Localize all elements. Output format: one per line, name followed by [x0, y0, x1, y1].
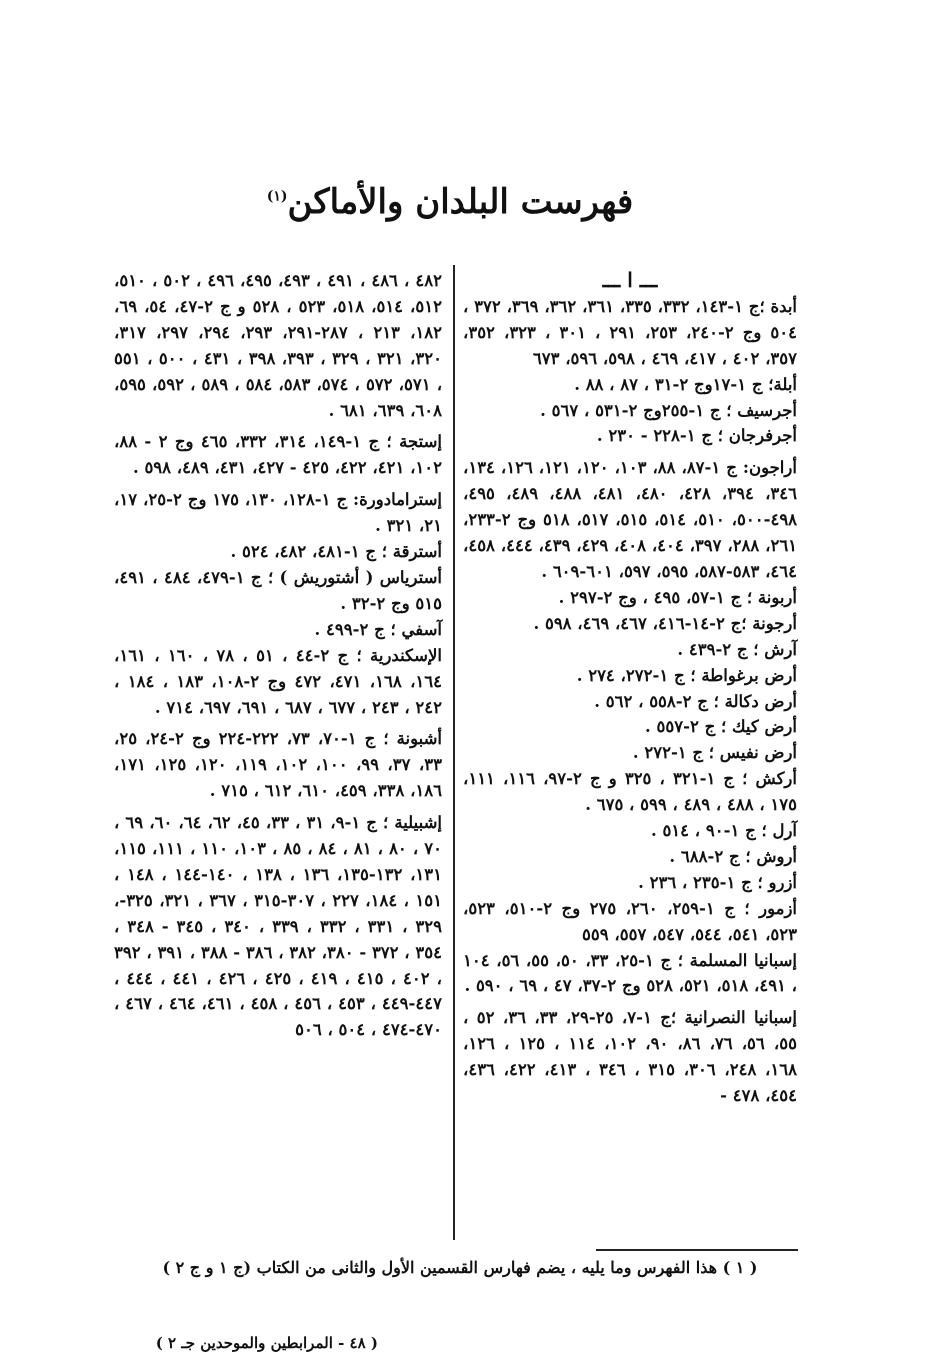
index-entry: إشبيلية ؛ ج ١-٩، ٣١ ، ٣٣، ٤٥، ٦٢، ٦٤، ٦٠، ٦٩ ، ٧٠ ، ٨٠ ، ٨١ ، ٨٤ ، ٨٥ ، ١٠٣، ١١٠ ، ١١١، ١١٥، ١٣١، ١٣٢-١٣٥، ١٣٦ ، ١٣٨ ، ١٤٠-١٤٤ ، ١٤٨ ، ١٥١ ، ١٨٤، ٢٢٧ ، ٣٠٧-٣١٥ ، ٣٦٧ ، ٣٢١، ٣٢٥-، ٣٢٩ ، ٣٣١ ، ٣٣٢ ، ٣٣٩ ، ٣٤٠ ، ٣٤٥ - ٣٤٨ ، ٣٥٤ ، ٣٧٢ - ٣٨٠، ٣٨٢ ، ٣٨٦ - ٣٨٨ ، ٣٩١ ، ٣٩٢ ، ٤٠٢ ، ٤١٥ ، ٤١٩ ، ٤٢٥ ، ٤٢٦ ، ٤٤١ ، ٤٤٤ ، ٤٤٧-٤٤٩ ، ٤٥٣ ، ٤٥٦ ، ٤٥٨ ، ٤٦١، ٤٦٤ ، ٤٦٧ ، ٤٧٠-٤٧٤ ، ٥٠٤ ، ٥٠٦ — [114, 813, 443, 1040]
index-entry: أرض كيك ؛ ج ٢-٥٥٧ . — [645, 717, 797, 737]
index-entry: أزرو ؛ ج ١-٢٣٥ ، ٢٣٦ . — [638, 872, 797, 892]
index-entry: أرض نفيس ؛ ج ١-٢٧٢ . — [632, 743, 797, 763]
index-column-right — [463, 268, 797, 1109]
index-entry: إسبانيا المسلمة ؛ ج ١-٢٥، ٣٣، ٥٠، ٥٥، ٥٦، ١٠٤ ، ٤٩١، ٥١٨، ٥٢١، ٥٢٨ وج ٢-٣٧، ٤٧ ، ٦٩ ، ٥٩٠ . — [463, 950, 798, 996]
index-entry: أرجونة ؛ج ٢-١٤-٤١٦، ٤٦٧، ٤٦٩، ٥٩٨ . — [533, 613, 797, 633]
page-title — [240, 182, 660, 222]
index-entry: إستجة ؛ ج ١-١٤٩، ٣١٤، ٣٣٢، ٤٦٥ وج ٢ - ٨٨، ١٠٢، ٤٢١، ٤٢٢، ٤٢٥ - ٤٢٧، ٤٣١، ٤٨٩، ٥٩٨ . — [114, 432, 442, 478]
title-note-mark: (١) — [266, 188, 288, 205]
index-entry: أرض دكالة ؛ ج ٢-٥٥٨ ، ٥٦٢ . — [594, 691, 797, 711]
index-entry: آسفي ؛ ج ٢-٤٩٩ . — [314, 619, 442, 639]
index-entry: أشبونة ؛ ج ١-٧٠، ٧٣، ٢٢٢-٢٢٤ وج ٢-٢٤، ٢٥، ٣٣، ٣٧، ٩٩، ١٠٠، ١٠٢، ١١٩، ١٢٠، ١٢٥، ١٧١، ١٨٦، ٣٣٨، ٤٥٩، ٦١٠، ٦١٢ ، ٧١٥ . — [114, 729, 443, 801]
index-entry: الإسكندرية ؛ ج ٢-٤٤ ، ٥١ ، ٧٨ ، ١٦٠ ، ١٦١، ١٦٤، ١٦٨، ٤٧١، ٤٧٢ وج ٢-١٠٨، ١٨٣ ، ١٨٤ ، ٢٤٢ ، ٢٤٣ ، ٦٧٧ ، ٦٨٧ ، ٦٩١، ٦٩٧، ٧١٤ . — [114, 645, 442, 717]
index-entry: إسبانيا النصرانية ؛ج ١-٧، ٢٥-٢٩، ٣٣، ٣٦، ٥٢ ، ٥٥، ٥٦، ٧٦، ٨٦، ٩٠، ١٠٢، ١١٤ ، ١٢٥ ، ١٢٦، ١٦٨، ٢٤٨، ٣٠٦، ٣١٥ ، ٣٤٦ ، ٤١٣، ٤٢٢، ٤٣٦، ٤٥٤، ٤٧٨ - — [463, 1008, 797, 1106]
index-entry: ٤٨٢ ، ٤٨٦ ، ٤٩١ ، ٤٩٣، ٤٩٥، ٤٩٦ ، ٥٠٢ ، ٥١٠، ٥١٢، ٥١٤، ٥١٨، ٥٢٣ ، ٥٢٨ و ج ٢-٤٧، ٥٤، ٦٩، ١٨٢، ٢١٣ ، ٢٨٧-٢٩١، ٢٩٣، ٢٩٤، ٢٩٧، ٣١٧، ٣٢٠، ٣٢١ ، ٣٢٩ ، ٣٩٣، ٣٩٨ ، ٤٣١ ، ٥٠٠ ، ٥٥١ ، ٥٧١، ٥٧٢ ، ٥٧٤، ٥٨٣، ٥٨٤ ، ٥٨٩ ، ٥٩٢، ٥٩٥، ٦٠٨، ٦٣٩، ٦٨١ . — [114, 271, 443, 420]
footnote-rule — [596, 1249, 798, 1251]
index-entry: أروش ؛ ج ٢-٦٨٨ . — [669, 846, 797, 866]
index-entry: أركش ؛ ج ١-٣٢١ ، ٣٢٥ و ج ٢-٩٧، ١١٦، ١١١، ١٧٥ ، ٤٨٨ ، ٤٨٩ ، ٥٩٩ ، ٦٧٥ . — [463, 769, 797, 815]
index-entry: أربونة ؛ ج ١-٥٧، ٤٩٥ ، وج ٢-٢٩٧ . — [558, 587, 797, 607]
index-entry: إسترامادورة: ج ١-١٢٨، ١٣٠، ١٧٥ وج ٢-٢٥، ١٧، ٢١، ٣٢١ . — [114, 490, 443, 536]
letter-heading: ـــ ا ـــ — [602, 268, 658, 292]
page-title-text: فهرست البلدان والأماكن — [287, 182, 634, 222]
page-footer: ( ٤٨ - المرابطين والموحدين جـ ٢ ) — [155, 1334, 378, 1352]
index-column-left — [114, 268, 442, 1043]
index-entry: أبلة؛ ج ١-١٧وج ٢-٣١ ، ٨٧ ، ٨٨ . — [574, 374, 797, 394]
index-entry: أجرفرجان ؛ ج ١-٢٢٨ - ٢٣٠ . — [596, 426, 797, 446]
index-entry: أرض برغواطة ؛ ج ١-٢٧٢، ٢٧٤ . — [576, 665, 797, 685]
index-entry: أراجون: ج ١-٨٧، ٨٨، ١٠٣، ١٢٠، ١٢١، ١٢٦، ١٣٤، ٣٤٦، ٣٩٤، ٤٢٨، ٤٨٠، ٤٨١، ٤٨٨، ٤٨٩، ٤٩٥، ٤٩٨-٥٠٠، ٥١٠، ٥١٤، ٥١٥، ٥١٧، ٥١٨ وج ٢-٢٣٣، ٢٦١، ٢٨٨، ٣٩٧، ٤٠٤، ٤٠٨، ٤٢٩، ٤٣٩، ٤٤٤، ٤٥٨، ٤٦٤، ٥٨٣-٥٨٧، ٥٩٥، ٥٩٧، ٦٠١-٦٠٩ . — [463, 458, 798, 581]
index-entry: أسترقة ؛ ج ١-٤٨١، ٤٨٢، ٥٢٤ . — [230, 542, 442, 562]
column-divider — [453, 265, 455, 1240]
index-entry: أجرسيف ؛ ج ١-٢٥٥وج ٢-٥٣١ ، ٥٦٧ . — [540, 400, 797, 420]
index-entry: آرش ؛ ج ٢-٤٣٩ . — [677, 639, 797, 659]
index-entry: أزمور ؛ ج ١-٢٥٩، ٢٦٠، ٢٧٥ وج ٢-٥١٠، ٥٢٣، ٥٢٣، ٥٤١، ٥٤٤، ٥٤٧، ٥٥٧، ٥٥٩ — [463, 898, 797, 944]
index-entry: أسترياس ( أشتوريش ) ؛ ج ١-٤٧٩، ٤٨٤ ، ٤٩١، ٥١٥ وج ٢-٣٢ . — [114, 567, 442, 613]
index-entry: أبدة ؛ج ١-١٤٣، ٣٣٢، ٣٣٥، ٣٦١، ٣٦٢، ٣٦٩، ٣٧٢ ، ٥٠٤ وج ٢-٢٤٠، ٢٥٣، ٢٩١ ، ٣٠١ ، ٣٢٣، ٣٥٢، ٣٥٧، ٤٠٢ ، ٤١٧، ٤٦٩ ، ٥٩٨، ٥٩٦، ٦٧٣ — [463, 296, 798, 368]
index-entry: آرل ؛ ج ١-٩٠ ، ٥١٤ . — [650, 821, 797, 841]
footnote: ( ١ ) هذا الفهرس وما يليه ، يضم فهارس القسمين الأول والثانى من الكتاب (ج ١ و ج ٢ ) — [162, 1258, 758, 1277]
